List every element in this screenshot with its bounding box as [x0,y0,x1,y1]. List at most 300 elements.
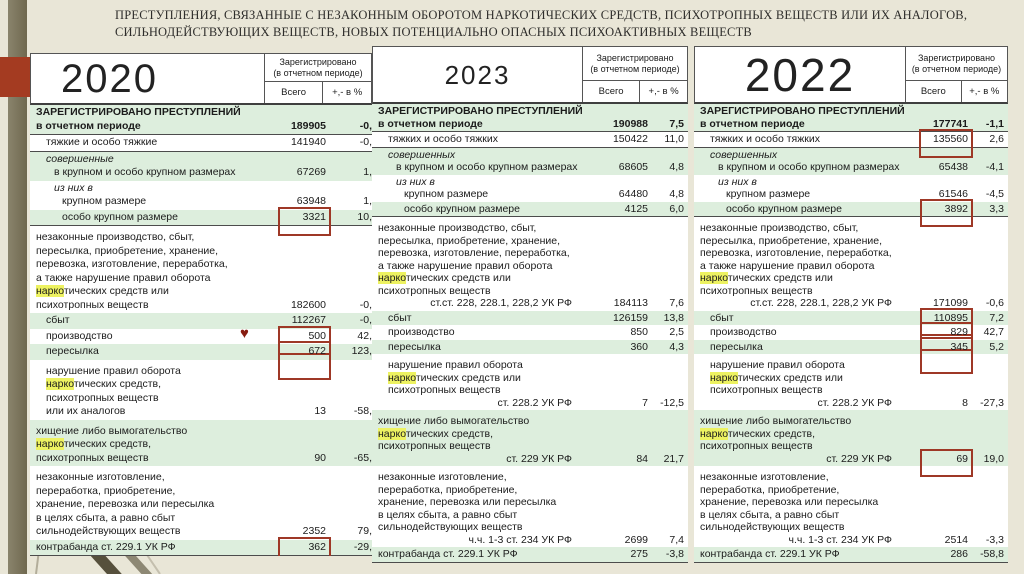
table-row [694,354,1008,410]
value-cell [908,341,968,354]
slide-title [115,7,1000,40]
annotated-value: 3892 [934,203,968,216]
label-line: в крупном и особо крупном размерах [396,161,578,173]
label-line: психотропных веществ [36,451,149,464]
label-line: а также нарушение правил оборота [378,259,553,272]
label-line: в отчетном периоде [378,117,483,130]
registered-header-line2: (в отчетном периоде) [273,67,363,78]
value-text: 13 [314,405,326,417]
label-line: переработка, приобретение, [700,483,840,496]
label-line: перевозка, изготовление, переработка, [378,247,570,259]
label-line: психотропных веществ [388,384,501,396]
value-text: 65438 [938,161,968,173]
table-row [694,311,1008,326]
value-cell [588,534,648,547]
table-row [694,131,1008,148]
label-line: ч.ч. 1-3 ст. 234 УК РФ [468,533,572,546]
highlighted-text: нарко [710,371,738,384]
row-label [372,359,588,409]
row-label [694,176,908,201]
column-headers [906,81,1007,102]
value-cell [266,541,326,555]
table-row [372,466,688,547]
value-text: 64480 [618,188,648,200]
table-row [372,148,688,175]
pct-cell: -58,8 [980,548,1004,560]
value-text: 4125 [624,202,648,215]
col-header-total: Всего [281,87,307,98]
value-cell [908,188,968,201]
label-line: сбыт [388,311,412,324]
pct-cell: 4,8 [669,188,684,200]
table-row [694,175,1008,202]
value-cell [588,548,648,561]
value-cell [266,525,326,539]
label-line: психотропных веществ [36,298,149,311]
table-row [30,344,372,360]
label-line: а также нарушение правил оборота [700,259,875,272]
table-row [30,210,372,227]
label-line: переработка, приобретение, [36,484,176,497]
label-line: ЗАРЕГИСТРИРОВАНО ПРЕСТУПЛЕНИЙ [700,105,905,117]
value-text: 141940 [290,136,326,148]
label-line: пересылка, приобретение, хранение, [36,244,219,257]
pct-cell: -0, [359,298,372,311]
label-line: особо крупном размере [62,210,178,223]
registered-header-line1: Зарегистрировано [917,53,996,63]
label-line: сильнодействующих веществ [700,521,845,533]
pct-cell: 7,4 [669,533,684,546]
value-text: 61546 [938,188,968,200]
table-2022 [694,46,1008,563]
label-line: в крупном и особо крупном размерах [718,161,900,173]
row-label [694,415,908,465]
value-cell [908,133,968,146]
annotated-value: 362 [292,541,326,555]
row-label [30,231,266,312]
label-line: хищение либо вымогательство [36,424,188,437]
col-header-pct: +,- в % [961,81,1007,102]
highlighted-text: нарко [46,378,74,390]
pct-cell: 2,6 [989,133,1004,145]
table-header [30,53,372,105]
value-cell [588,326,648,339]
value-cell [588,341,648,354]
table-row [30,420,372,467]
row-label [30,182,266,209]
pct-cell: 5,2 [989,340,1004,353]
label-line: в отчетном периоде [36,119,141,132]
value-cell [908,297,968,310]
pct-cell: -27,3 [980,396,1004,409]
row-label [372,133,588,146]
row-label [30,425,266,466]
annotated-value: 135560 [932,133,968,145]
label-line: наркотических средств, [46,378,162,390]
row-label [372,415,588,465]
label-line: пересылка, приобретение, хранение, [700,234,883,247]
table-body [30,105,372,556]
label-line: наркотических средств или [36,285,169,297]
pct-cell: 2,5 [669,326,684,338]
value-text: 177741 [932,117,968,130]
table-row [694,325,1008,340]
table-row [30,466,372,540]
value-cell [266,136,326,150]
registered-header-cell [264,54,371,103]
column-headers [583,81,687,102]
table-body [372,104,688,563]
value-cell [908,161,968,174]
row-label [30,365,266,419]
table-row [30,105,372,134]
label-line: хищение либо вымогательство [378,415,530,427]
table-row [694,340,1008,355]
label-line: наркотических средств, [378,427,494,440]
year-label: 2020 [61,56,158,101]
annotated-value: 3321 [292,211,326,225]
pct-cell: 4,3 [669,340,684,353]
pct-cell: -3,8 [665,548,684,560]
label-line: незаконные производство, сбыт, [378,222,537,234]
label-line: тяжких и особо тяжких [388,133,498,145]
value-text: 171099 [932,297,968,309]
label-line: в крупном и особо крупном размерах [54,166,236,178]
value-text: 63948 [296,195,326,207]
value-text: 126159 [612,311,648,324]
table-row [372,325,688,340]
pct-cell: 1, [363,166,372,178]
row-label [30,106,266,133]
value-text: 2514 [944,533,968,546]
col-header-total: Всего [920,86,946,97]
pct-cell: -65, [353,451,372,464]
table-row [372,202,688,218]
value-cell [588,312,648,325]
value-cell [908,453,968,466]
value-cell [266,314,326,328]
red-accent-rect [0,57,30,97]
row-label [30,314,266,328]
highlighted-text: нарко [388,371,416,384]
label-line: совершенных [388,148,456,161]
label-line: в целях сбыта, а равно сбыт [700,508,840,521]
highlighted-text: нарко [700,272,728,284]
pct-cell: 6,0 [669,202,684,215]
slide-title-line1: ПРЕСТУПЛЕНИЯ, СВЯЗАННЫЕ С НЕЗАКОННЫМ ОБОРОТОМ НАРКОТИЧЕСКИХ СРЕДСТВ, ПСИХОТРОПНЫХ ВЕЩЕСТВ ИЛИ ИХ АНАЛОГОВ, [115,8,968,22]
label-line: незаконные производство, сбыт, [36,231,195,243]
value-cell [266,405,326,419]
pct-cell: -1,1 [985,117,1004,130]
value-text: 184113 [613,297,648,309]
label-line: ст.ст. 228, 228.1, 228,2 УК РФ [430,297,572,309]
row-label [694,133,908,146]
table-row [372,410,688,466]
label-line: пересылка, приобретение, хранение, [378,234,561,247]
pct-cell: 4,8 [669,161,684,173]
value-cell [588,453,648,466]
value-cell [908,534,968,547]
registered-header-label [906,47,1007,81]
year-cell [695,47,905,102]
label-line: пересылка [388,340,441,353]
annotated-value: 672 [292,345,326,359]
slide-title-line2: СИЛЬНОДЕЙСТВУЮЩИХ ВЕЩЕСТВ, НОВЫХ ПОТЕНЦИАЛЬНО ОПАСНЫХ ПСИХОАКТИВНЫХ ВЕЩЕСТВ [115,24,752,39]
label-line: наркотических средств или [710,371,843,384]
label-line: ст. 229 УК РФ [826,452,892,465]
value-text: 850 [630,326,648,338]
table-row [694,217,1008,311]
table-row [30,540,372,557]
table-row [30,360,372,420]
pct-cell: 11,0 [664,133,684,145]
label-line: наркотических средств, [700,427,816,440]
label-line: нарушение правил оборота [46,364,181,377]
label-line: хранение, перевозка или пересылка [36,498,215,510]
label-line: наркотических средств или [700,272,833,284]
year-cell [373,47,582,102]
annotated-value: 110895 [933,311,968,324]
pct-cell: -0,6 [985,297,1004,309]
registered-header-cell [582,47,687,102]
label-line: незаконные изготовление, [700,471,829,483]
pct-cell: 42, [357,329,372,342]
row-label [694,359,908,409]
label-line: сильнодействующих веществ [36,525,181,537]
pct-cell: -0, [359,136,372,148]
label-line: совершенных [710,148,778,161]
value-cell [588,161,648,174]
table-row [694,466,1008,547]
label-line: пересылка [710,340,763,353]
label-line: перевозка, изготовление, переработка, [700,247,892,259]
label-line: совершенные [46,152,114,165]
row-label [30,541,266,555]
annotated-value: 500 [292,330,326,344]
year-label: 2022 [744,48,856,101]
row-label [30,330,266,344]
label-line: ЗАРЕГИСТРИРОВАНО ПРЕСТУПЛЕНИЙ [36,106,241,118]
highlighted-text: нарко [700,427,728,440]
value-text: 84 [636,452,648,465]
column-headers [265,82,371,103]
table-row [30,226,372,313]
pct-cell: 10, [357,210,372,223]
pct-cell: 19,0 [983,452,1004,465]
value-text: 189905 [290,119,326,132]
pct-cell: -0, [359,314,372,326]
registered-header-cell [905,47,1007,102]
label-line: крупном размере [404,188,489,200]
label-line: ст. 228.2 УК РФ [817,396,892,409]
table-row [30,152,372,181]
value-cell [588,297,648,310]
table-header [372,46,688,104]
heart-icon: ♥ [240,324,249,342]
label-line: тяжких и особо тяжких [710,133,820,145]
label-line: в отчетном периоде [700,117,805,130]
row-label [694,203,908,216]
label-line: в целях сбыта, а равно сбыт [36,511,176,524]
row-label [372,312,588,325]
registered-header-label [583,47,687,81]
label-line: психотропных веществ [700,284,813,297]
value-cell [588,118,648,131]
label-line: хранение, перевозка или пересылка [700,496,879,508]
label-line: психотропных веществ [378,440,491,452]
label-line: ст. 229 УК РФ [506,452,572,465]
row-label [30,211,266,225]
value-cell [588,188,648,201]
label-line: нарушение правил оборота [388,359,523,371]
label-line: из них в [396,175,435,188]
label-line: хищение либо вымогательство [700,415,852,427]
table-row [372,131,688,148]
highlighted-text: нарко [36,438,64,450]
label-line: из них в [718,175,757,188]
value-text: 2352 [302,525,326,537]
year-cell [31,54,264,103]
registered-header-line1: Зарегистрировано [279,57,357,67]
pct-cell: 42,7 [983,326,1004,338]
label-line: пересылка [46,345,99,357]
value-cell [266,120,326,134]
value-cell [266,345,326,359]
label-line: наркотических средств или [378,272,511,284]
pct-cell: -4,5 [985,188,1004,200]
row-label [694,149,908,174]
value-text: 182600 [290,298,326,311]
value-text: 275 [630,548,648,560]
value-text: 90 [314,451,326,464]
row-label [694,105,908,130]
registered-header-line2: (в отчетном периоде) [590,63,680,74]
value-cell [908,397,968,410]
label-line: контрабанда ст. 229.1 УК РФ [700,548,840,560]
row-label [372,105,588,130]
label-line: наркотических средств или [388,371,521,384]
label-line: контрабанда ст. 229.1 УК РФ [36,540,176,553]
pct-cell: 123, [351,345,372,357]
row-label [30,153,266,180]
row-label [372,471,588,546]
label-line: незаконные производство, сбыт, [700,222,859,234]
row-label [694,222,908,310]
year-label: 2023 [444,59,511,90]
registered-header-label [265,54,371,82]
row-label [372,222,588,310]
label-line: нарушение правил оборота [710,359,845,371]
pct-cell: 7,5 [669,117,684,130]
highlighted-text: нарко [36,285,64,297]
row-label [694,341,908,354]
label-line: производство [46,329,113,342]
table-row [694,148,1008,175]
label-line: психотропных веществ [46,391,159,404]
label-line: незаконные изготовление, [36,471,165,483]
table-row [372,547,688,563]
value-text: 190988 [612,117,648,130]
label-line: сбыт [710,311,734,324]
label-line: особо крупном размере [726,202,842,215]
label-line: особо крупном размере [404,202,520,215]
table-row [372,311,688,326]
value-text: 360 [630,340,648,353]
label-line: производство [388,326,455,338]
table-row [372,217,688,311]
table-header [694,46,1008,104]
value-cell [908,312,968,325]
table-body [694,104,1008,563]
pct-cell: 13,8 [663,311,684,324]
annotated-value: 345 [934,341,968,354]
table-row [694,202,1008,218]
value-cell [266,299,326,313]
value-text: 7 [642,396,648,409]
label-line: психотропных веществ [700,440,813,452]
row-label [372,326,588,339]
label-line: ЗАРЕГИСТРИРОВАНО ПРЕСТУПЛЕНИЙ [378,105,583,117]
table-2023 [372,46,688,563]
label-line: в целях сбыта, а равно сбыт [378,508,518,521]
row-label [30,345,266,359]
highlighted-text: нарко [378,427,406,440]
label-line: ст.ст. 228, 228.1, 228,2 УК РФ [750,297,892,309]
table-row [694,547,1008,563]
annotated-value: 829 [934,326,968,339]
pct-cell: -58, [353,405,372,417]
label-line: психотропных веществ [710,384,823,396]
value-cell [908,203,968,216]
row-label [694,326,908,339]
pct-cell: -29, [353,540,372,553]
pct-cell: 3,3 [989,202,1004,215]
row-label [694,471,908,546]
value-text: 150422 [612,133,648,145]
row-label [372,548,588,561]
value-cell [588,133,648,146]
pct-cell: -3,3 [985,533,1004,546]
label-line: переработка, приобретение, [378,483,518,496]
value-text: 286 [950,548,968,560]
table-row [372,354,688,410]
table-row [30,181,372,210]
table-row [694,104,1008,131]
value-cell [588,203,648,216]
table-row [30,324,372,345]
pct-cell: -0, [359,119,372,132]
row-label [694,548,908,561]
table-row [30,134,372,152]
pct-cell: 1, [363,195,372,207]
label-line: ч.ч. 1-3 ст. 234 УК РФ [788,533,892,546]
value-cell [908,326,968,339]
label-line: тяжкие и особо тяжкие [46,136,158,148]
pct-cell: 7,2 [989,311,1004,324]
label-line: сильнодействующих веществ [378,521,523,533]
highlighted-text: нарко [378,272,406,284]
value-cell [908,118,968,131]
label-line: крупном размере [726,188,811,200]
table-row [30,313,372,329]
value-text: 67269 [296,166,326,178]
label-line: наркотических средств, [36,438,152,450]
pct-cell: 7,6 [669,297,684,309]
value-cell [266,195,326,209]
registered-header-line1: Зарегистрировано [596,53,674,63]
pct-cell: -12,5 [660,396,684,409]
label-line: хранение, перевозка или пересылка [378,496,557,508]
